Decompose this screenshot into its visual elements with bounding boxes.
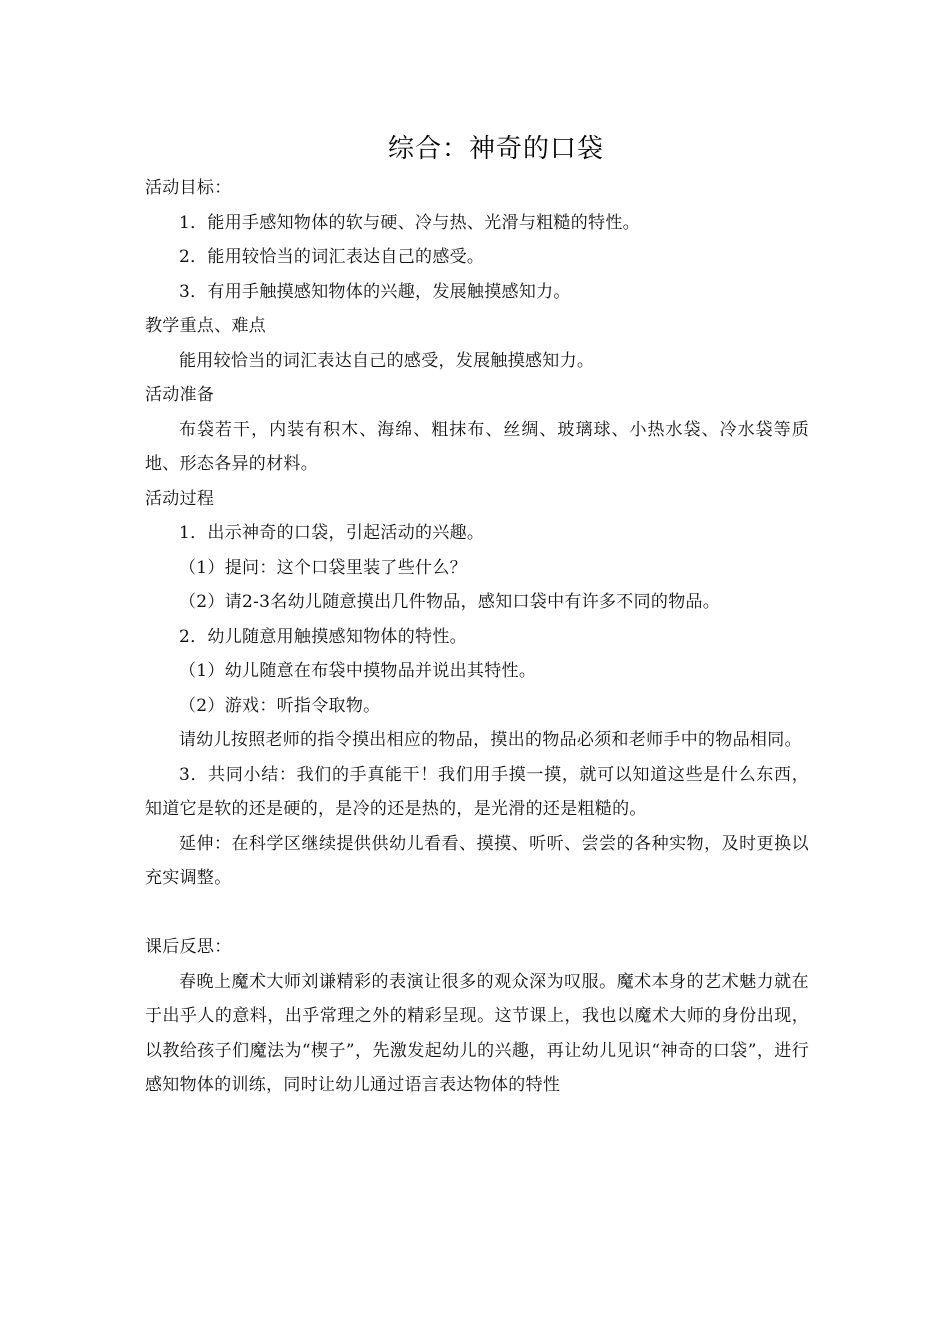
focus-heading: 教学重点、难点: [145, 316, 267, 336]
reflection-heading: 课后反思：: [145, 937, 232, 957]
goals-heading: 活动目标：: [145, 178, 232, 198]
page-title: 综合：神奇的口袋: [388, 134, 605, 164]
extension-text: 延伸：在科学区继续提供供幼儿看看、摸摸、听听、尝尝的各种实物，及时更换以充实调整。: [145, 833, 809, 888]
goal-item-3: 3．有用手触摸感知物体的兴趣，发展触摸感知力。: [179, 281, 571, 302]
goal-item-1: 1．能用手感知物体的软与硬、冷与热、光滑与粗糙的特性。: [179, 212, 640, 233]
process-step-1-a: （1）提问：这个口袋里装了些什么？: [179, 557, 467, 578]
process-step-3: 3．共同小结：我们的手真能干！我们用手摸一摸，就可以知道这些是什么东西，知道它是软的还是硬的，是冷的还是热的，是光滑的还是粗糙的。: [145, 764, 809, 819]
reflection-text: 春晚上魔术大师刘谦精彩的表演让很多的观众深为叹服。魔术本身的艺术魅力就在于出乎人的意料，出乎常理之外的精彩呈现。这节课上，我也以魔术大师的身份出现，以教给孩子们魔法为“楔子”，先激发起幼儿的兴趣，再让幼儿见识“神奇的口袋”，进行感知物体的训练，同时让幼儿通过语言表达物体的特性: [145, 971, 809, 1095]
process-step-2-b: （2）游戏：听指令取物。: [179, 695, 381, 716]
document-body: [145, 171, 809, 1103]
process-step-2: 2．幼儿随意用触摸感知物体的特性。: [179, 626, 467, 647]
process-step-1: 1．出示神奇的口袋，引起活动的兴趣。: [179, 523, 485, 543]
process-step-2-a: （1）幼儿随意在布袋中摸物品并说出其特性。: [179, 661, 537, 681]
process-heading: 活动过程: [145, 488, 215, 509]
preparation-heading: 活动准备: [145, 385, 215, 405]
process-step-1-b: （2）请2-3名幼儿随意摸出几件物品，感知口袋中有许多不同的物品。: [179, 592, 721, 612]
preparation-text: 布袋若干，内装有积木、海绵、粗抹布、丝绸、玻璃球、小热水袋、冷水袋等质地、形态各异的材料。: [145, 419, 809, 474]
focus-text: 能用较恰当的词汇表达自己的感受，发展触摸感知力。: [179, 350, 595, 371]
blank-line: [145, 896, 809, 931]
goal-item-2: 2．能用较恰当的词汇表达自己的感受。: [179, 247, 485, 267]
process-step-2-c: 请幼儿按照老师的指令摸出相应的物品，摸出的物品必须和老师手中的物品相同。: [179, 730, 802, 750]
